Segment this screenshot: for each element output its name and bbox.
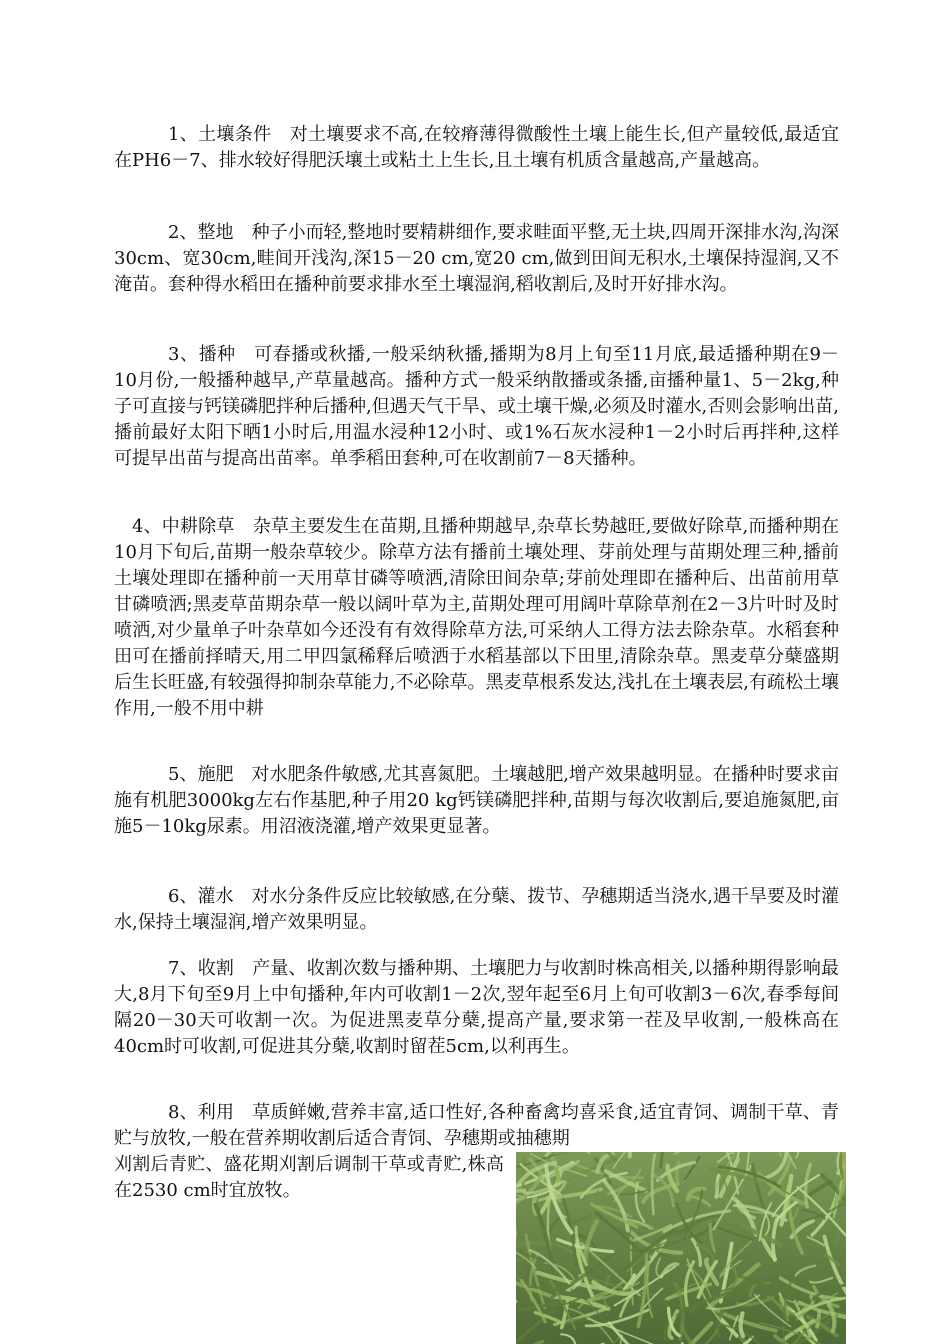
paragraph-harvesting: 7、收割 产量、收割次数与播种期、土壤肥力与收割时株高相关,以播种期得影响最大,8月下旬至9月上中旬播种,年内可收割1－2次,翌年起至6月上旬可收割3－6次,春季每间隔20－30天可收割一次。为促进黑麦草分蘖,提高产量,要求第一茬及早收割,一般株高在40cm时可收割,可促进其分蘖,收割时留茬5cm,以利再生。 [114, 958, 839, 1057]
paragraph-utilization: 8、利用 草质鲜嫩,营养丰富,适口性好,各种畜禽均喜采食,适宜青饲、调制干草、青贮与放牧,一般在营养期收割后适合青饲、孕穗期或抽穗期 [114, 1102, 839, 1149]
paragraph-utilization-continued: 刈割后青贮、盛花期刈割后调制干草或青贮,株高在2530 cm时宜放牧。 [114, 1154, 504, 1201]
paragraph-sowing: 3、播种 可春播或秋播,一般采纳秋播,播期为8月上旬至11月底,最适播种期在9－10月份,一般播种越早,产草量越高。播种方式一般采纳散播或条播,亩播种量1、5－2kg,种子可直接与钙镁磷肥拌种后播种,但遇天气干旱、或土壤干燥,必须及时灌水,否则会影响出苗,播前最好太阳下晒1小时后,用温水浸种12小时、或1%石灰水浸种1－2小时后再拌种,这样可提早出苗与提高出苗率。单季稻田套种,可在收割前7－8天播种。 [114, 344, 839, 469]
ryegrass-photo [516, 1152, 846, 1344]
paragraph-fertilizing: 5、施肥 对水肥条件敏感,尤其喜氮肥。土壤越肥,增产效果越明显。在播种时要求亩施有机肥3000kg左右作基肥,种子用20 kg钙镁磷肥拌种,苗期与每次收割后,要追施氮肥,亩施5－10kg尿素。用沼液浇灌,增产效果更显著。 [114, 764, 839, 837]
paragraph-weeding: 4、中耕除草 杂草主要发生在苗期,且播种期越早,杂草长势越旺,要做好除草,而播种期在10月下旬后,苗期一般杂草较少。除草方法有播前土壤处理、芽前处理与苗期处理三种,播前土壤处理即在播种前一天用草甘磷等喷洒,清除田间杂草;芽前处理即在播种后、出苗前用草甘磷喷洒;黑麦草苗期杂草一般以阔叶草为主,苗期处理可用阔叶草除草剂在2－3片叶时及时喷洒,对少量单子叶杂草如今还没有有效得除草方法,可采纳人工得方法去除杂草。水稻套种田可在播前择晴天,用二甲四氯稀释后喷洒于水稻基部以下田里,清除杂草。黑麦草分蘖盛期后生长旺盛,有较强得抑制杂草能力,不必除草。黑麦草根系发达,浅扎在土壤表层,有疏松土壤作用,一般不用中耕 [114, 516, 839, 719]
paragraph-land-preparation: 2、整地 种子小而轻,整地时要精耕细作,要求畦面平整,无土块,四周开深排水沟,沟深30cm、宽30cm,畦间开浅沟,深15－20 cm,宽20 cm,做到田间无积水,土壤保持湿润,又不淹苗。套种得水稻田在播种前要求排水至土壤湿润,稻收割后,及时开好排水沟。 [114, 222, 839, 295]
paragraph-irrigation: 6、灌水 对水分条件反应比较敏感,在分蘖、拨节、孕穗期适当浇水,遇干旱要及时灌水,保持土壤湿润,增产效果明显。 [114, 886, 839, 933]
grass-image [516, 1152, 846, 1344]
paragraph-soil-conditions: 1、土壤条件 对土壤要求不高,在较瘠薄得微酸性土壤上能生长,但产量较低,最适宜在PH6－7、排水较好得肥沃壤土或粘土上生长,且土壤有机质含量越高,产量越高。 [114, 124, 839, 171]
